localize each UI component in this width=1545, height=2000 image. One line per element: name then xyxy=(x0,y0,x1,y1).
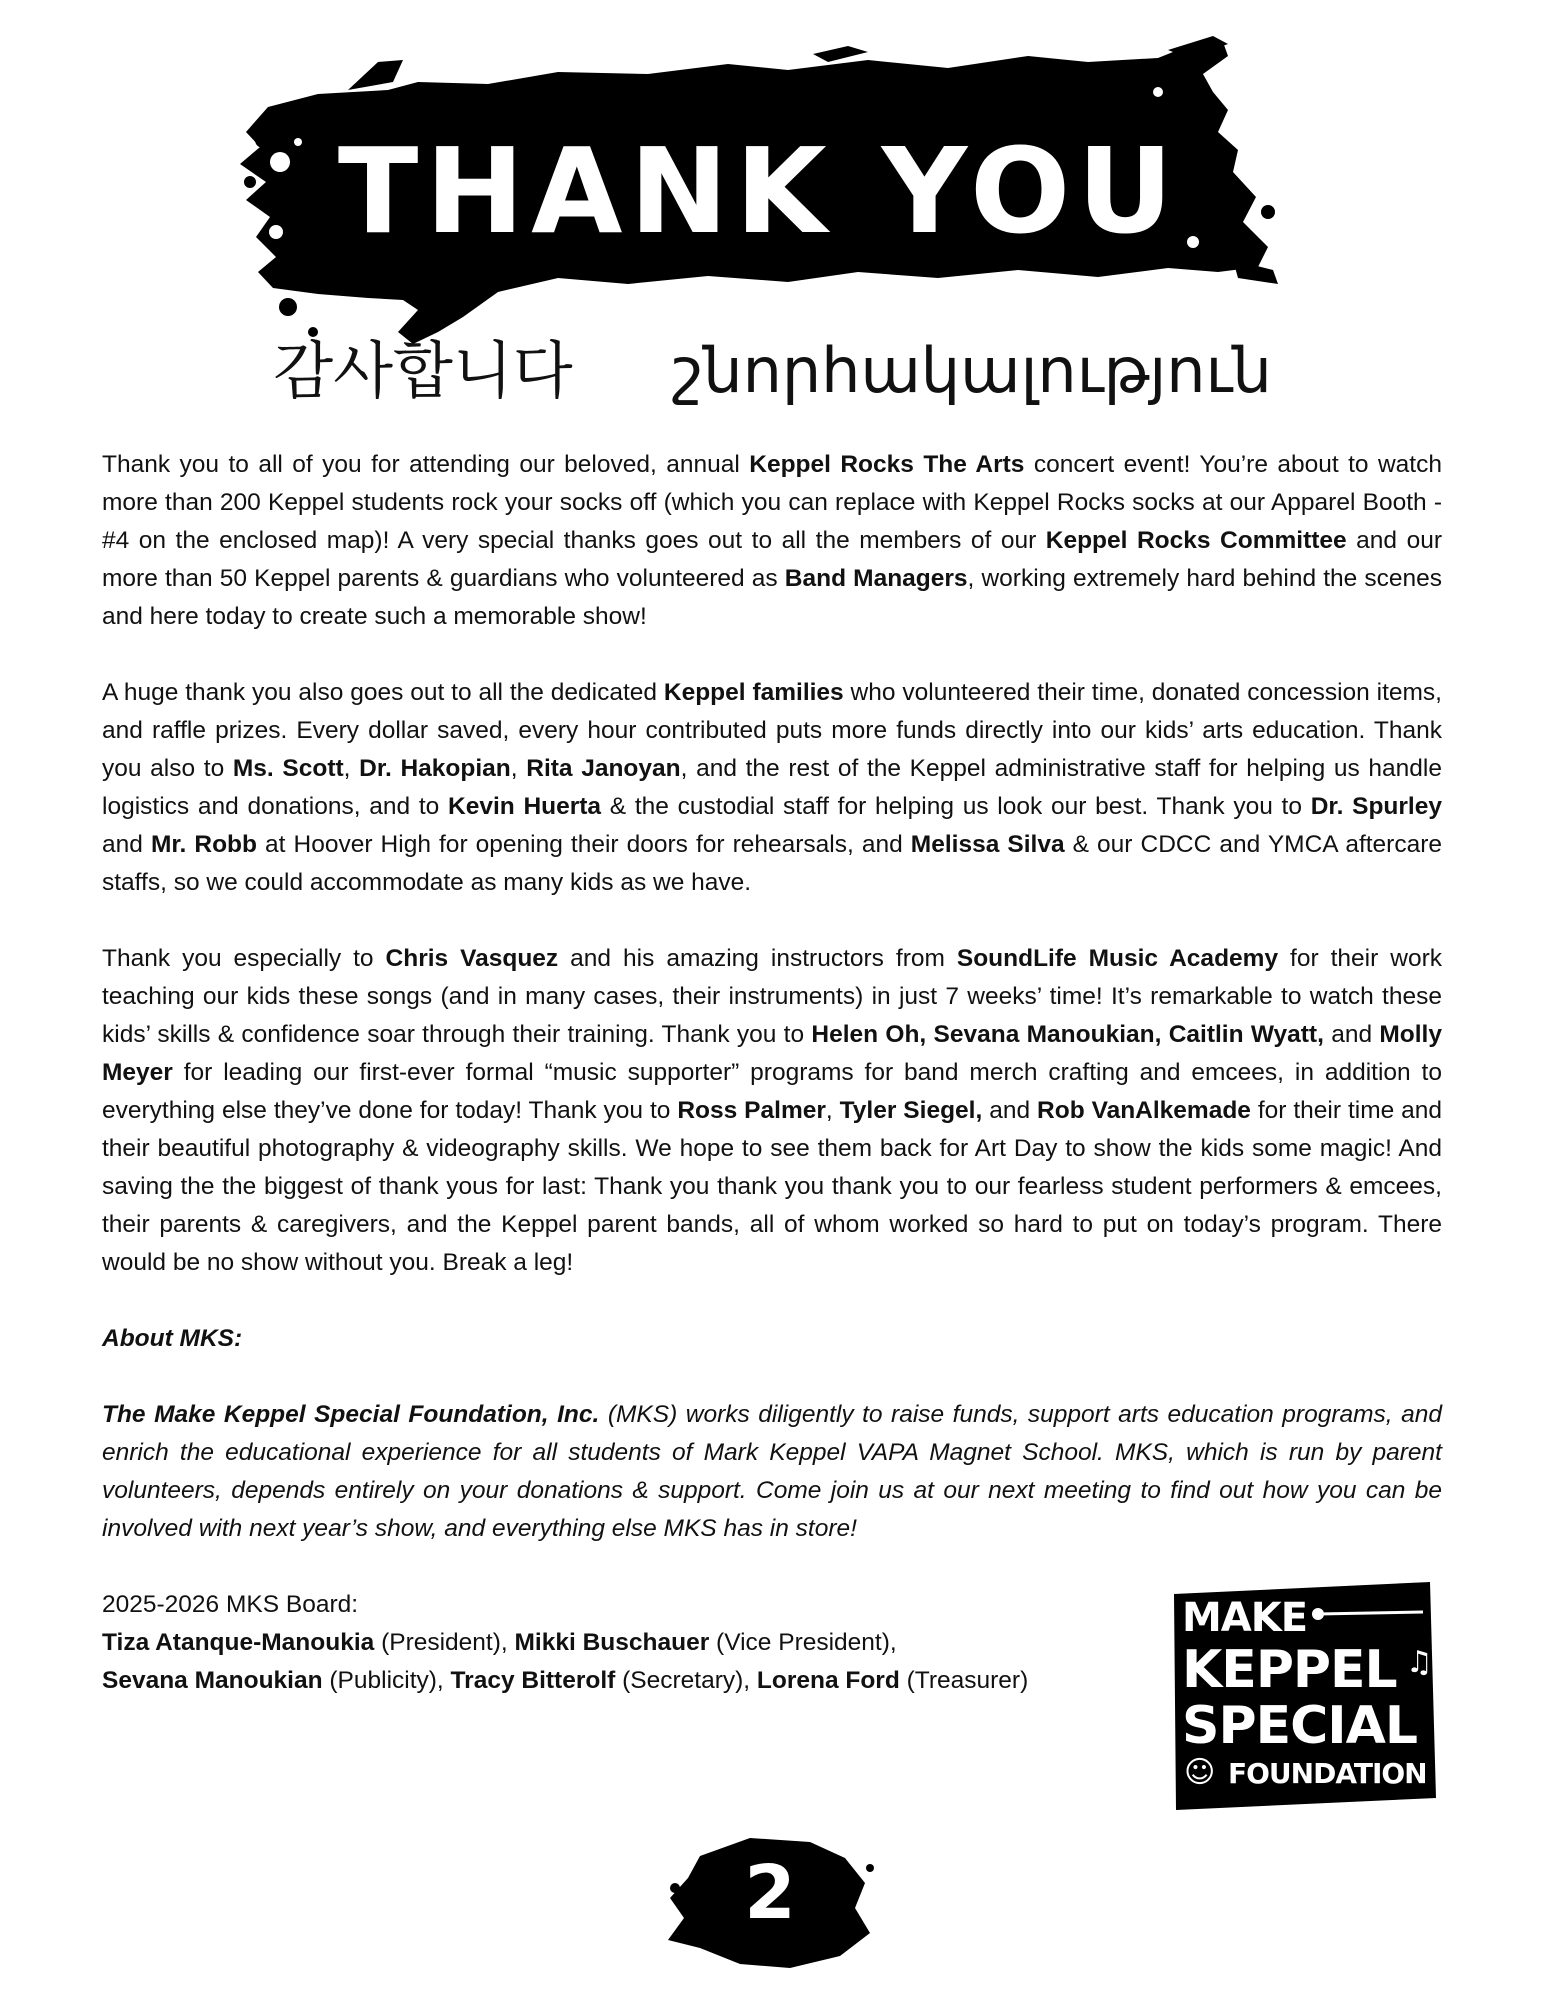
thank-you-banner xyxy=(228,32,1290,372)
page-number: 2 xyxy=(744,1850,796,1936)
board-heading: 2025-2026 MKS Board: xyxy=(102,1591,359,1618)
logo-foundation: FOUNDATION xyxy=(1228,1757,1427,1790)
logo-make: MAKE xyxy=(1182,1595,1308,1641)
logo-keppel: KEPPEL xyxy=(1182,1640,1397,1700)
page-title: THANK YOU xyxy=(337,122,1181,260)
translations xyxy=(0,334,1545,407)
about-heading: About MKS: xyxy=(102,1325,243,1352)
korean-thank-you: 감사합니다 xyxy=(273,334,573,407)
svg-text:♫: ♫ xyxy=(1406,1645,1433,1680)
about-section xyxy=(102,1320,1442,1548)
board-line-2: Sevana Manoukian (Publicity), Tracy Bitterolf (Secretary), Lorena Ford (Treasurer) xyxy=(102,1667,1029,1694)
armenian-thank-you: շնորհակալություն xyxy=(672,334,1272,407)
paragraph-3: Thank you especially to Chris Vasquez and his amazing instructors from SoundLife Music Academy for their work teaching our kids these songs (and in many cases, their instruments) in just 7 weeks’ time! It’s remarkable to watch these kids’ skills & confidence soar through their training. Thank you to Helen Oh, Sevana Manoukian, Caitlin Wyatt, and Molly Meyer for leading our first-ever formal “music supporter” programs for band merch crafting and emcees, in addition to everything else they’ve done for today! Thank you to Ross Palmer, Tyler Siegel, and Rob VanAlkemade for their time and their beautiful photography & videography skills. We hope to see them back for Art Day to show the kids some magic! And saving the the biggest of thank yous for last: Thank you thank you thank you to our fearless student performers & emcees, their parents & caregivers, and the Keppel parent bands, all of whom worked so hard to put on today’s program. There would be no show without you. Break a leg! xyxy=(102,945,1443,1276)
about-text: The Make Keppel Special Foundation, Inc. (MKS) works diligently to raise funds, support arts education programs, and enrich the educational experience for all students of Mark Keppel VAPA Magnet School. MKS, which is run by parent volunteers, depends entirely on your donations & support. Come join us at our next meeting to find out how you can be involved with next year’s show, and everything else MKS has in store! xyxy=(102,1401,1442,1542)
paragraph-2: A huge thank you also goes out to all the dedicated Keppel families who volunteered their time, donated concession items, and raffle prizes. Every dollar saved, every hour contributed puts more funds directly into our kids’ arts education. Thank you also to Ms. Scott, Dr. Hakopian, Rita Janoyan, and the rest of the Keppel administrative staff for helping us handle logistics and donations, and to Kevin Huerta & the custodial staff for helping us look our best. Thank you to Dr. Spurley and Mr. Robb at Hoover High for opening their doors for rehearsals, and Melissa Silva & our CDCC and YMCA aftercare staffs, so we could accommodate as many kids as we have. xyxy=(102,679,1443,896)
page-number-badge xyxy=(660,1828,880,1978)
theater-masks-icon: ☺ xyxy=(1184,1755,1215,1790)
paragraph-1: Thank you to all of you for attending our beloved, annual Keppel Rocks The Arts concert event! You’re about to watch more than 200 Keppel students rock your socks off (which you can replace with Keppel Rocks socks at our Apparel Booth - #4 on the enclosed map)! A very special thanks goes out to all the members of our Keppel Rocks Committee and our more than 50 Keppel parents & guardians who volunteered as Band Managers, working extremely hard behind the scenes and here today to create such a memorable show! xyxy=(102,451,1443,630)
body-content xyxy=(102,446,1442,1700)
logo-special: SPECIAL xyxy=(1182,1696,1417,1756)
board-line-1: Tiza Atanque-Manoukia (President), Mikki Buschauer (Vice President), xyxy=(102,1629,897,1656)
make-keppel-special-logo xyxy=(1168,1580,1438,1812)
